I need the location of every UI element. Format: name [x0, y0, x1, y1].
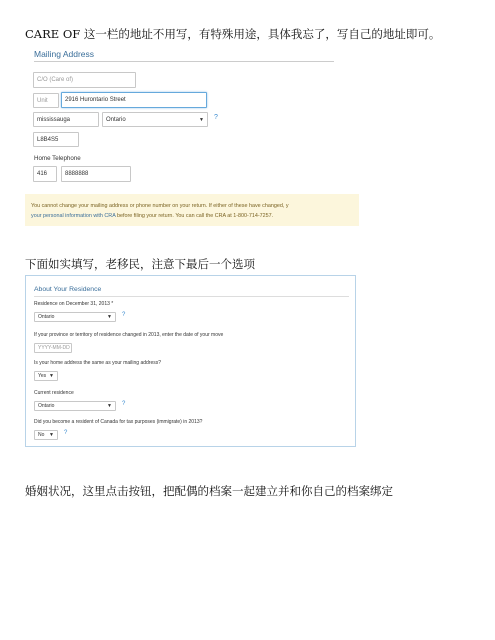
residence-screenshot — [25, 275, 356, 447]
province-change-label: If your province or territory of residence changed in 2013, enter the date of your move — [34, 332, 224, 338]
mailing-address-screenshot — [25, 44, 359, 227]
immigrate-select[interactable] — [34, 430, 58, 440]
home-telephone-label: Home Telephone — [34, 155, 81, 162]
care-of-placeholder: C/O (Care of) — [37, 77, 74, 83]
postal-code-value: L8B4S5 — [37, 136, 59, 143]
warning-banner — [25, 194, 359, 226]
phone-number-field[interactable] — [61, 166, 131, 182]
chevron-down-icon: ▼ — [107, 403, 112, 409]
mailing-address-title: Mailing Address — [34, 49, 95, 59]
residence-dec31-value: Ontario — [38, 314, 55, 320]
care-of-field[interactable] — [33, 72, 136, 88]
city-value: mississauga — [37, 116, 71, 123]
street-field[interactable] — [61, 92, 207, 108]
move-date-field[interactable] — [34, 343, 72, 353]
same-address-value: Yes — [38, 373, 47, 379]
chevron-down-icon: ▼ — [49, 432, 54, 438]
divider — [34, 296, 349, 297]
area-code-value: 416 — [37, 171, 48, 177]
chevron-down-icon: ▼ — [199, 116, 204, 123]
immigrate-value: No — [38, 432, 45, 438]
note-fill-truthfully: 下面如实填写，老移民，注意下最后一个选项 — [25, 257, 255, 271]
warning-line-1: You cannot change your mailing address or phone number on your return. If either of these have changed, y — [31, 203, 289, 209]
street-value: 2916 Hurontario Street — [65, 97, 126, 103]
chevron-down-icon: ▼ — [49, 373, 54, 379]
help-icon[interactable]: ? — [122, 312, 126, 318]
chevron-down-icon: ▼ — [107, 314, 112, 320]
note-marital-status: 婚姻状况，这里点击按钮，把配偶的档案一起建立并和你自己的档案绑定 — [25, 484, 393, 498]
same-address-label: Is your home address the same as your mailing address? — [34, 360, 162, 366]
province-value: Ontario — [106, 116, 126, 123]
city-field[interactable] — [33, 112, 99, 127]
same-address-select[interactable] — [34, 371, 58, 381]
phone-number-value: 8888888 — [65, 171, 89, 177]
residence-dec31-select[interactable] — [34, 312, 116, 322]
postal-code-field[interactable] — [33, 132, 79, 147]
current-residence-label: Current residence — [34, 390, 74, 396]
divider — [34, 61, 334, 62]
warning-line-2: before filing your return. You can call the CRA at 1-800-714-7257. — [115, 213, 274, 219]
note-care-of: CARE OF 这一栏的地址不用写，有特殊用途，具体我忘了，写自己的地址即可。 — [25, 27, 441, 41]
residence-title: About Your Residence — [34, 286, 102, 293]
update-personal-info-link[interactable]: your personal information with CRA — [31, 213, 116, 219]
move-date-placeholder: YYYY-MM-DD — [38, 345, 70, 351]
unit-placeholder: Unit — [37, 97, 48, 104]
current-residence-value: Ontario — [38, 403, 55, 409]
help-icon[interactable]: ? — [122, 401, 126, 407]
residence-dec31-label: Residence on December 31, 2013 * — [34, 301, 114, 307]
province-select[interactable] — [102, 112, 208, 127]
unit-field[interactable] — [33, 93, 59, 108]
help-icon[interactable]: ? — [214, 114, 218, 121]
current-residence-select[interactable] — [34, 401, 116, 411]
area-code-field[interactable] — [33, 166, 57, 182]
immigrate-label: Did you become a resident of Canada for tax purposes (immigrate) in 2013? — [34, 419, 203, 425]
help-icon[interactable]: ? — [64, 430, 68, 436]
